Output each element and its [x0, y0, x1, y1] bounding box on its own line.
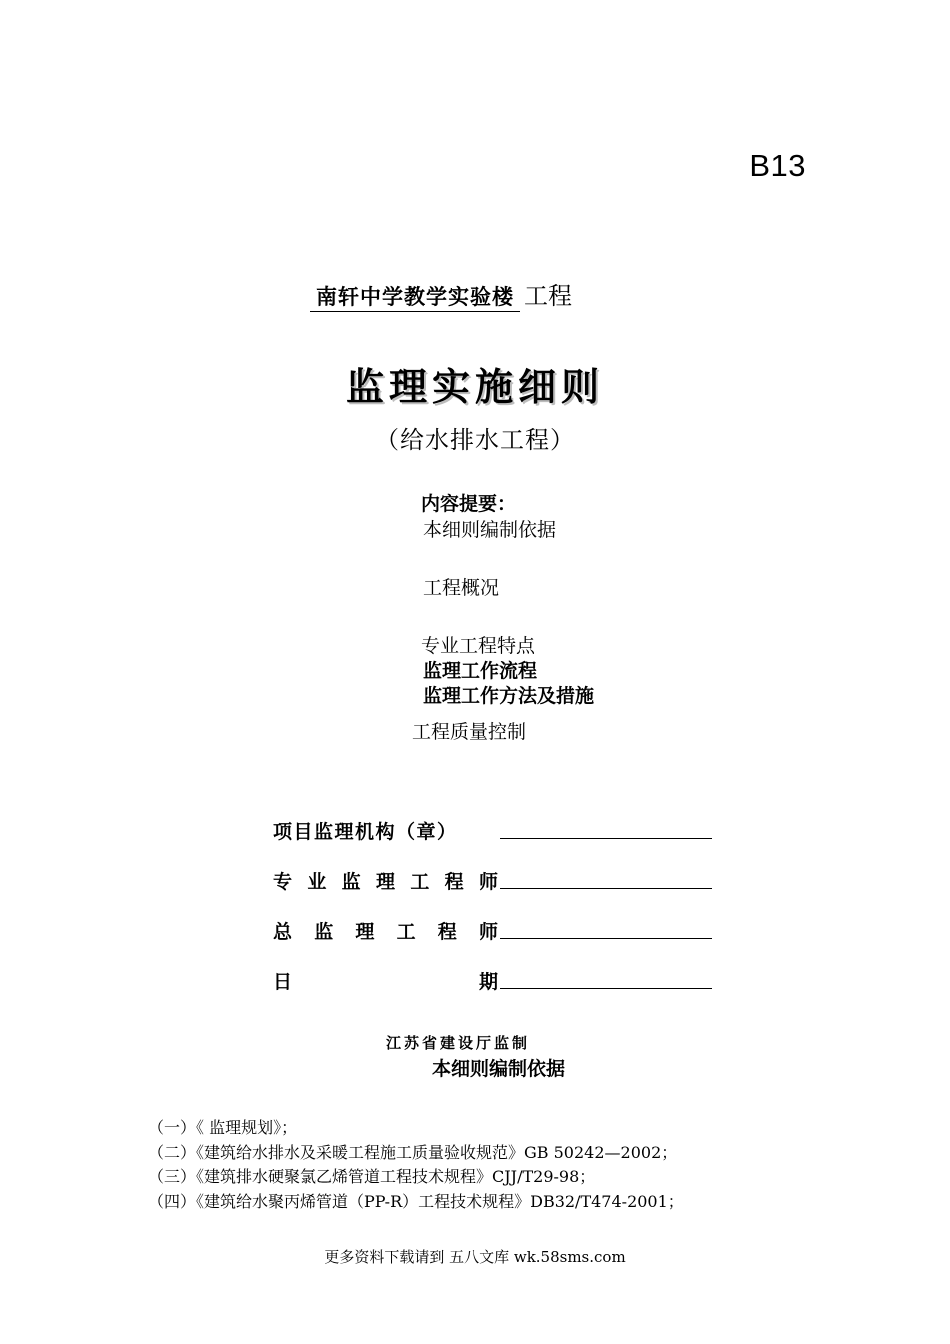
agency-label: 项目监理机构（章）	[273, 821, 458, 843]
document-subtitle: （给水排水工程）	[375, 426, 575, 454]
specialist-engineer-label: 专 业 监 理 工 程 师	[273, 871, 498, 893]
project-name: 南轩中学教学实验楼	[310, 281, 520, 312]
agency-signature-line[interactable]	[500, 838, 712, 839]
date-line[interactable]	[500, 988, 712, 989]
footer-download-note: 更多资料下载请到 五八文库 wk.58sms.com	[324, 1248, 626, 1266]
contents-item: 工程质量控制	[412, 721, 527, 743]
issuer: 江苏省建设厅监制	[386, 1034, 531, 1052]
reference-item: （四）《建筑给水聚丙烯管道（PP-R）工程技术规程》DB32/T474-2001；	[148, 1192, 684, 1211]
contents-item: 本细则编制依据	[423, 519, 557, 541]
specialist-engineer-signature-line[interactable]	[500, 888, 712, 889]
contents-item: 监理工作流程	[423, 660, 538, 682]
reference-item: （二）《建筑给水排水及采暖工程施工质量验收规范》GB 50242—2002；	[148, 1143, 678, 1162]
contents-item: 工程概况	[423, 577, 500, 599]
contents-item: 监理工作方法及措施	[423, 685, 595, 707]
document-title: 监理实施细则	[345, 365, 604, 409]
chief-engineer-signature-line[interactable]	[500, 938, 712, 939]
reference-item: （一）《 监理规划》；	[148, 1118, 298, 1137]
project-suffix: 工程	[524, 282, 572, 310]
date-label: 日 期	[273, 971, 498, 993]
reference-item: （三）《建筑排水硬聚氯乙烯管道工程技术规程》CJJ/T29-98；	[148, 1167, 596, 1186]
contents-item: 专业工程特点	[421, 635, 536, 657]
basis-heading: 本细则编制依据	[432, 1058, 566, 1080]
contents-heading: 内容提要：	[421, 493, 517, 515]
document-code: B13	[749, 148, 806, 183]
chief-engineer-label: 总 监 理 工 程 师	[273, 921, 498, 943]
project-line	[310, 276, 572, 312]
